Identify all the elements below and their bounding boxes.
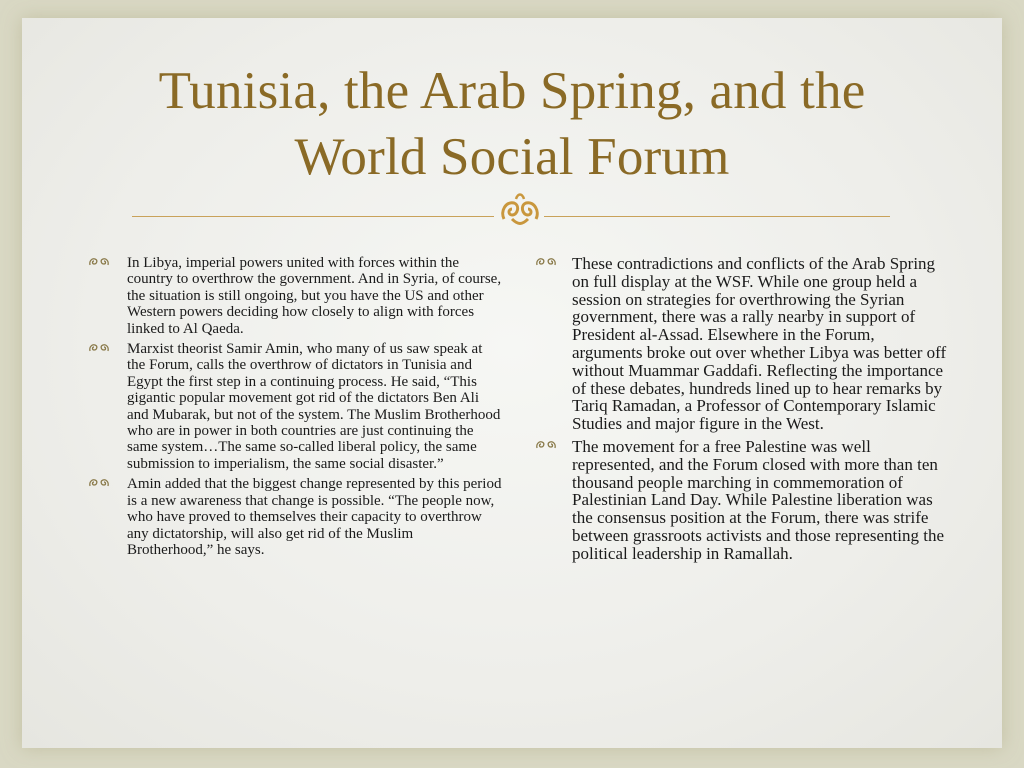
left-column [82,255,502,562]
ornament-bullet-icon [88,256,114,270]
list-item [82,255,502,337]
title-line-1: Tunisia, the Arab Spring, and the [158,62,866,120]
title-divider-right [544,216,890,217]
title-line-2: World Social Forum [294,128,730,186]
right-column [529,255,949,568]
list-item-text: Marxist theorist Samir Amin, who many of us saw speak at the Forum, calls the overthrow of dictators in Tunisia and Egypt the first step in a continuing process. He said, “This gigantic popular movement got rid of the dictators Ben Ali and Mubarak, but not of the system. The Muslim Brotherhood who are in power in both countries are just continuing the same system…The same so-called liberal policy, the same submission to imperialism, the same social disaster.” [127,341,501,472]
flourish-icon [496,189,544,231]
list-item [82,341,502,472]
ornament-bullet-icon [88,477,114,491]
list-item-text: These contradictions and conflicts of the Arab Spring on full display at the WSF. While one group held a session on strategies for overthrowing the Syrian government, there was a rally nearby in support of President al-Assad. Elsewhere in the Forum, arguments broke out over whether Libya was better off without Muammar Gaddafi. Reflecting the importance of these debates, hundreds lined up to hear remarks by Tariq Ramadan, a Professor of Contemporary Islamic Studies and major figure in the West. [572,254,947,434]
title-divider-left [132,216,494,217]
list-item [529,255,949,433]
list-item-text: In Libya, imperial powers united with forces within the country to overthrow the government. And in Syria, of course, the situation is still ongoing, but you have the US and other Western powers deciding how closely to align with forces linked to Al Qaeda. [127,255,502,337]
slide [22,18,1002,748]
list-item-text: The movement for a free Palestine was well represented, and the Forum closed with more than ten thousand people marching in commemoration of Palestinian Land Day. While Palestine liberation was the consensus position at the Forum, there was strife between grassroots activists and those representing the political leadership in Ramallah. [572,436,945,563]
list-item-text: Amin added that the biggest change represented by this period is a new awareness that change is possible. “The people now, who have proved to themselves their capacity to overthrow any dictatorship, will also get rid of the Muslim Brotherhood,” he says. [127,476,502,558]
ornament-bullet-icon [535,439,561,453]
slide-title [82,58,942,190]
ornament-bullet-icon [88,342,114,356]
ornament-bullet-icon [535,256,561,270]
list-item [529,438,949,563]
list-item [82,476,502,558]
